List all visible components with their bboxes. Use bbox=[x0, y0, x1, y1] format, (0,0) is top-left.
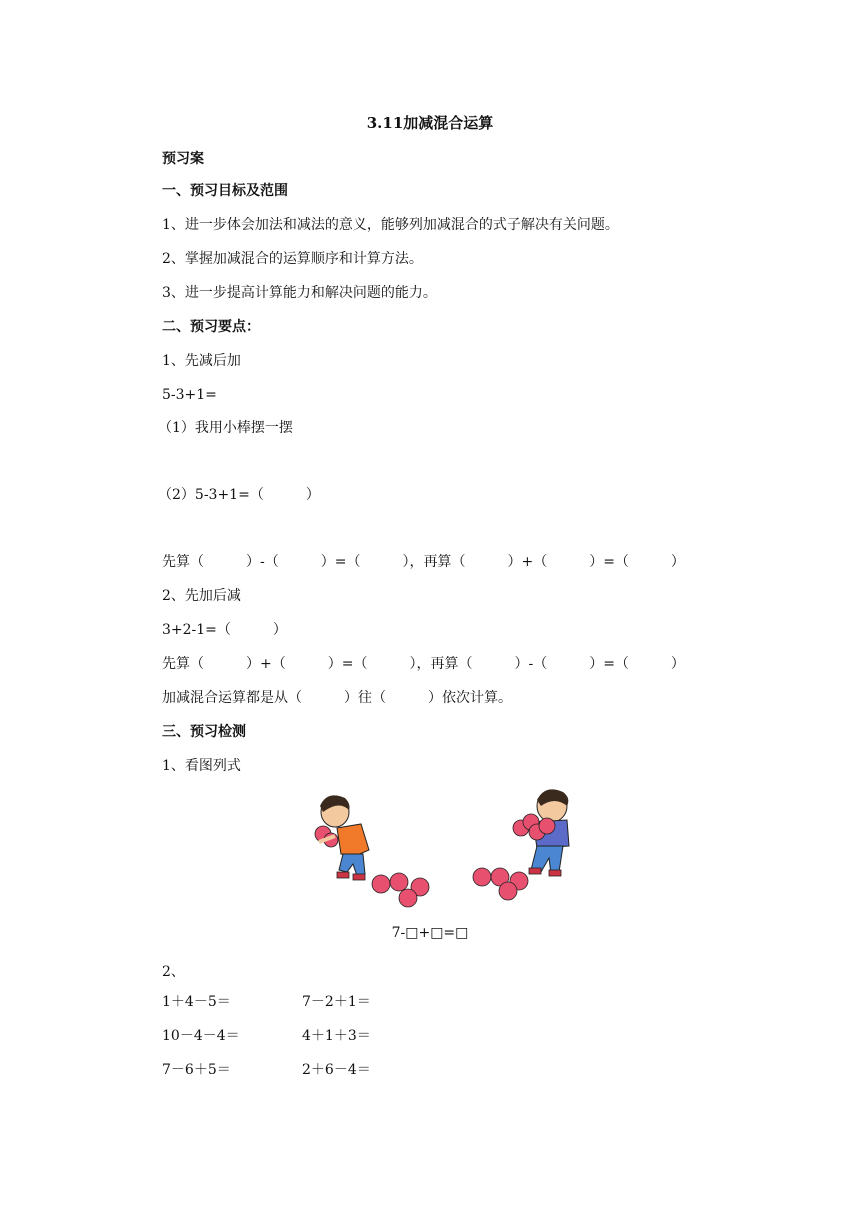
problem-left: 10－4－4＝ bbox=[162, 1028, 240, 1044]
part3-sub1: 1、看图列式 bbox=[162, 758, 241, 774]
right-boy-figure bbox=[513, 789, 569, 876]
part2-step2: （2）5-3+1=（ ） bbox=[158, 487, 320, 503]
part2-sub1: 1、先减后加 bbox=[162, 353, 241, 369]
part1-item: 3、进一步提高计算能力和解决问题的能力。 bbox=[162, 285, 437, 301]
illustration-caption: 7-□+□=□ bbox=[391, 925, 469, 941]
part2-heading: 二、预习要点： bbox=[162, 319, 260, 335]
left-boy-figure bbox=[315, 795, 369, 880]
ground-balls-right bbox=[473, 868, 528, 900]
part2-calc2: 先算（ ）+（ ）=（ ），再算（ ）-（ ）=（ ） bbox=[162, 656, 685, 672]
part1-heading: 一、预习目标及范围 bbox=[162, 183, 288, 199]
ground-balls-left bbox=[372, 873, 429, 907]
part3-sub2: 2、 bbox=[162, 964, 185, 980]
part2-sub2: 2、先加后减 bbox=[162, 588, 241, 604]
part2-calc1: 先算（ ）-（ ）=（ ），再算（ ）+（ ）=（ ） bbox=[162, 554, 685, 570]
part2-expr1: 5-3+1= bbox=[162, 387, 217, 403]
part1-item: 1、进一步体会加法和减法的意义，能够列加减混合的式子解决有关问题。 bbox=[162, 217, 619, 233]
problem-left: 7－6＋5＝ bbox=[162, 1062, 231, 1078]
part2-step1: （1）我用小棒摆一摆 bbox=[158, 420, 293, 436]
problem-left: 1＋4－5＝ bbox=[162, 994, 231, 1010]
boys-with-balls-illustration bbox=[305, 784, 595, 914]
problem-right: 2＋6－4＝ bbox=[302, 1062, 371, 1078]
part1-item: 2、掌握加减混合的运算顺序和计算方法。 bbox=[162, 251, 423, 267]
page-title: 3.11加减混合运算 bbox=[366, 114, 494, 132]
part3-heading: 三、预习检测 bbox=[162, 724, 246, 740]
part2-rule: 加减混合运算都是从（ ）往（ ）依次计算。 bbox=[162, 690, 512, 706]
section-preview: 预习案 bbox=[162, 151, 204, 167]
problem-right: 7－2＋1＝ bbox=[302, 994, 371, 1010]
problem-right: 4＋1＋3＝ bbox=[302, 1028, 371, 1044]
part2-expr2: 3+2-1=（ ） bbox=[162, 622, 287, 638]
